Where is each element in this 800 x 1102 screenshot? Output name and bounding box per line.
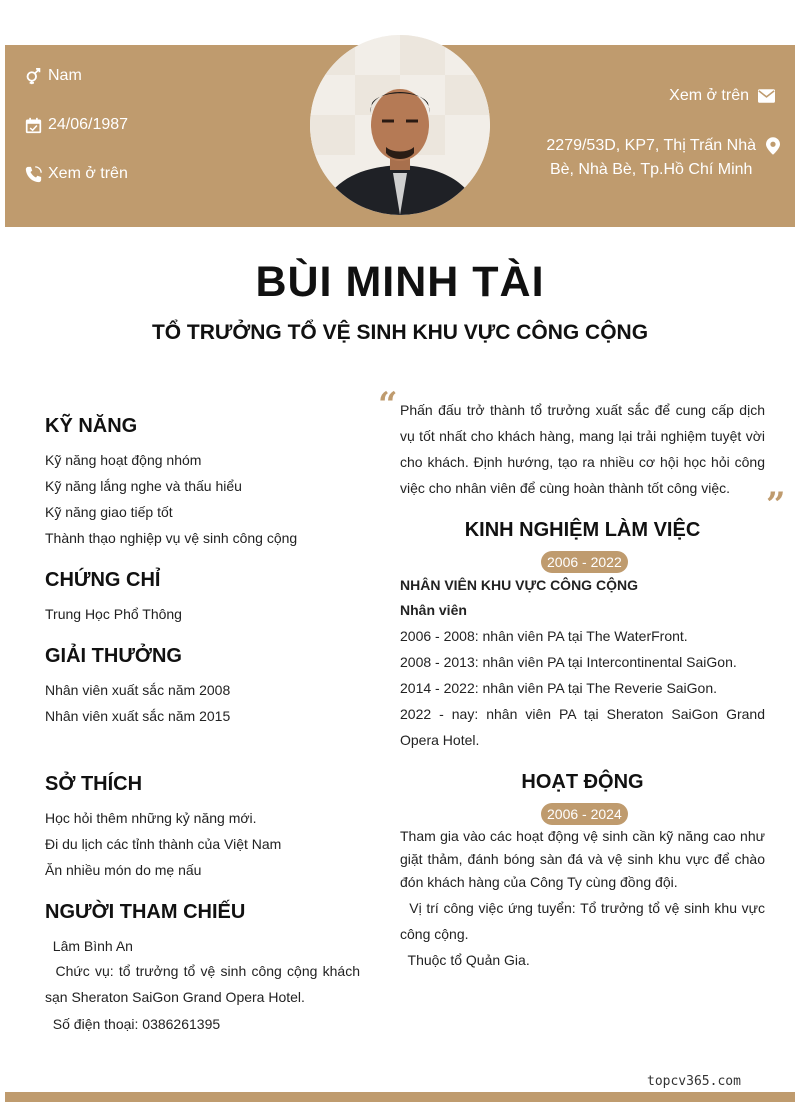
skills-title: KỸ NĂNG [45,415,138,437]
references-title: NGƯỜI THAM CHIẾU [45,901,246,923]
experience-item: 2014 - 2022: nhân viên PA tại The Reverie SaiGon. [400,680,718,696]
skill-item: Thành thạo nghiệp vụ vệ sinh công cộng [45,530,298,546]
reference-phone: Số điện thoại: 0386261395 [45,1016,221,1032]
award-item: Nhân viên xuất sắc năm 2008 [45,682,231,698]
gender-icon [25,68,42,85]
birthdate-info [25,116,128,134]
skill-item: Kỹ năng lắng nghe và thấu hiểu [45,478,242,494]
footer-band [5,1092,795,1102]
email-icon [758,89,775,103]
activities-description: Tham gia vào các hoạt động vệ sinh cần kỹ năng cao như giặt thảm, đánh bóng sàn đá và vệ sinh khu vực để chào đón khách hàng của Công Ty cùng đồng đội. [400,828,765,890]
quote-close-icon: ” [766,485,786,525]
job-title: TỔ TRƯỞNG TỔ VỆ SINH KHU VỰC CÔNG CỘNG [151,321,649,344]
phone-text: Xem ở trên [48,165,128,182]
calendar-icon [25,117,42,134]
portrait-photo [310,35,490,215]
address-line-1: 2279/53D, KP7, Thị Trấn Nhà [546,137,756,154]
avatar [310,35,490,215]
skill-item: Kỹ năng hoạt động nhóm [45,452,202,468]
reference-name: Lâm Bình An [45,938,133,954]
objective-text: Phấn đấu trở thành tổ trưởng xuất sắc để cung cấp dịch vụ tốt nhất cho khách hàng, mang lại trải nghiệm tuyệt vời cho khách. Định hướng, tạo ra nhiều cơ hội học hỏi công việc cho nhân viên để cùng hoàn thành tốt công việc. [400,402,765,496]
hobby-item: Ăn nhiều món do mẹ nấu [45,862,202,878]
experience-company: NHÂN VIÊN KHU VỰC CÔNG CỘNG [400,577,638,593]
experience-item: 2006 - 2008: nhân viên PA tại The WaterFront. [400,628,688,644]
location-icon [766,137,780,155]
person-name: BÙI MINH TÀI [255,258,545,306]
gender-text: Nam [48,67,82,84]
email-info [669,87,775,105]
activities-team: Thuộc tổ Quản Gia. [400,952,530,968]
hobby-item: Đi du lịch các tỉnh thành của Việt Nam [45,836,282,852]
activities-period-badge: 2006 - 2024 [541,803,628,825]
quote-open-icon: “ [378,385,398,425]
experience-item: 2008 - 2013: nhân viên PA tại Intercontinental SaiGon. [400,654,737,670]
hobby-item: Học hỏi thêm những kỷ năng mới. [45,810,257,826]
skill-item: Kỹ năng giao tiếp tốt [45,504,173,520]
experience-role: Nhân viên [400,602,467,618]
address-info [546,134,780,182]
birthdate-text: 24/06/1987 [48,116,129,133]
activities-title: HOẠT ĐỘNG [521,771,644,793]
email-text: Xem ở trên [669,87,749,104]
phone-icon [25,166,42,183]
watermark: topcv365.com [647,1074,741,1089]
activities-position: Vị trí công việc ứng tuyển: Tổ trưởng tổ vệ sinh khu vực công cộng. [400,900,769,942]
phone-info [25,165,128,183]
experience-title: KINH NGHIỆM LÀM VIỆC [464,519,701,541]
hobbies-title: SỞ THÍCH [45,773,143,795]
address-line-2: Bè, Nhà Bè, Tp.Hồ Chí Minh [549,161,753,178]
certificate-item: Trung Học Phổ Thông [45,606,182,622]
certificates-title: CHỨNG CHỈ [45,569,161,591]
award-item: Nhân viên xuất sắc năm 2015 [45,708,231,724]
reference-position: Chức vụ: tổ trưởng tổ vệ sinh công cộng khách sạn Sheraton SaiGon Grand Opera Hotel. [45,963,364,1005]
experience-item: 2022 - nay: nhân viên PA tại Sheraton SaiGon Grand Opera Hotel. [400,706,765,748]
experience-period-badge: 2006 - 2022 [541,551,628,573]
gender-info [25,67,82,85]
awards-title: GIẢI THƯỞNG [45,645,182,667]
